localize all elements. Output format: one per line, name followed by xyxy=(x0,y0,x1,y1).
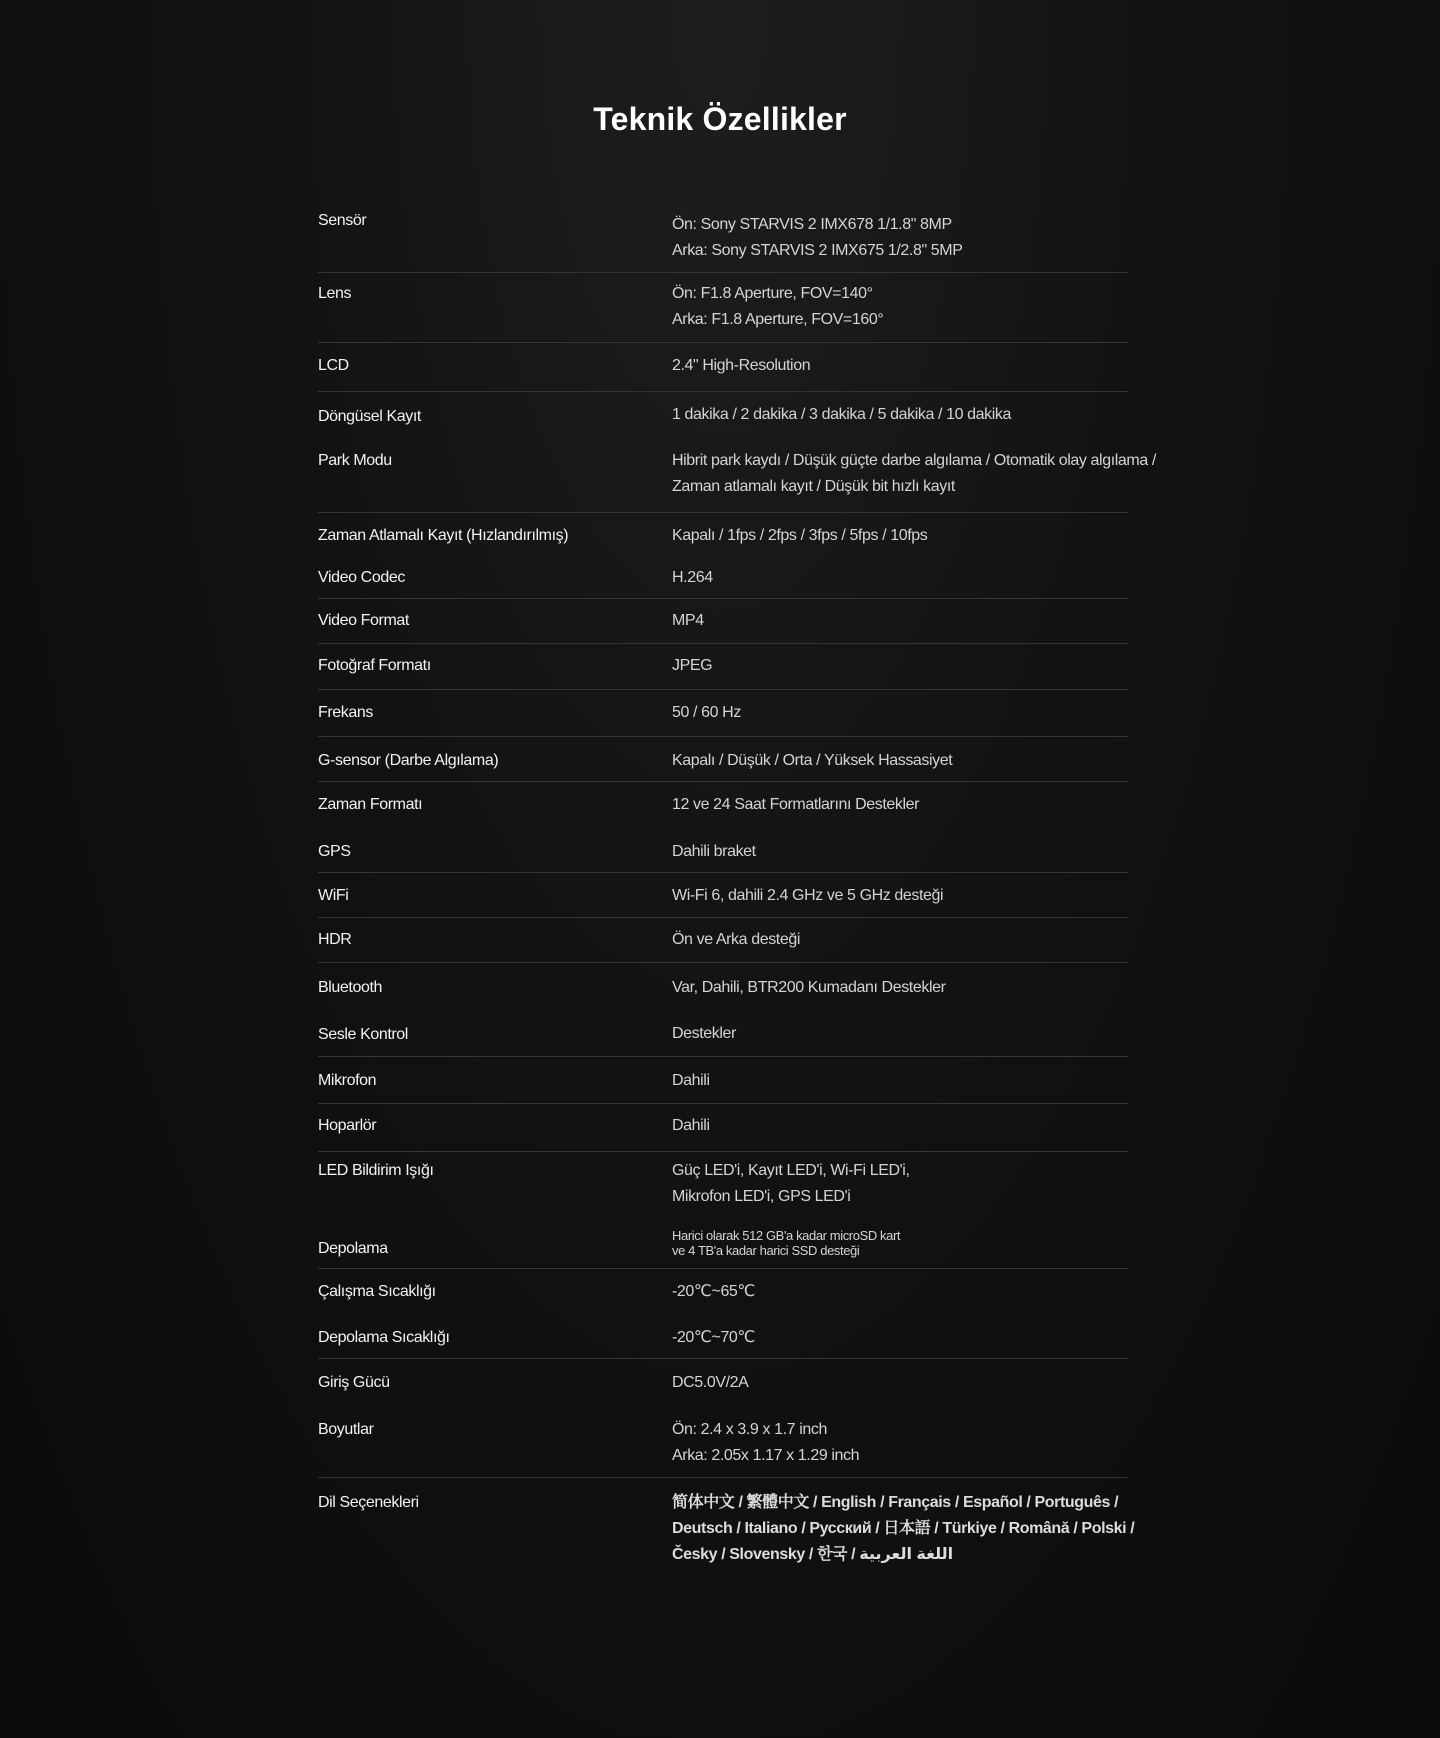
spec-value: 12 ve 24 Saat Formatlarını Destekler xyxy=(672,796,920,813)
spec-value: Kapalı / Düşük / Orta / Yüksek Hassasiyet xyxy=(672,752,953,769)
spec-value: Kapalı / 1fps / 2fps / 3fps / 5fps / 10fps xyxy=(672,527,928,544)
spec-value: Destekler xyxy=(672,1025,736,1042)
spec-row-time-format xyxy=(318,782,1128,827)
spec-row-storage xyxy=(318,1222,1128,1269)
spec-value: Ön ve Arka desteği xyxy=(672,931,800,948)
spec-label: Sensör xyxy=(318,212,367,229)
spec-label: HDR xyxy=(318,931,352,948)
spec-row-park-mode xyxy=(318,440,1156,513)
spec-value: -20℃~65℃ xyxy=(672,1283,756,1300)
spec-label: Fotoğraf Formatı xyxy=(318,657,431,674)
spec-value: 1 dakika / 2 dakika / 3 dakika / 5 dakika / 10 dakika xyxy=(672,406,1012,423)
spec-value: Güç LED'i, Kayıt LED'i, Wi-Fi LED'i, Mikrofon LED'i, GPS LED'i xyxy=(672,1162,910,1205)
spec-label: GPS xyxy=(318,843,351,860)
spec-value: Var, Dahili, BTR200 Kumadanı Destekler xyxy=(672,979,946,996)
spec-value: JPEG xyxy=(672,657,713,674)
spec-value: 2.4" High-Resolution xyxy=(672,357,811,374)
spec-row-voice-control xyxy=(318,1011,1128,1057)
spec-label: Giriş Gücü xyxy=(318,1374,390,1391)
spec-row-gps xyxy=(318,827,1128,873)
spec-row-dimensions xyxy=(318,1405,1128,1478)
spec-row-photo-format xyxy=(318,644,1128,690)
spec-row-speaker xyxy=(318,1104,1128,1152)
spec-label: Zaman Formatı xyxy=(318,796,423,813)
spec-label: Frekans xyxy=(318,704,373,721)
spec-label: Lens xyxy=(318,285,352,302)
spec-label: LCD xyxy=(318,357,349,374)
spec-value: DC5.0V/2A xyxy=(672,1374,749,1391)
spec-row-input-power xyxy=(318,1359,1128,1405)
spec-label: Bluetooth xyxy=(318,979,383,996)
page-title: Teknik Özellikler xyxy=(593,101,847,137)
spec-row-timelapse xyxy=(318,513,1128,557)
spec-row-frequency xyxy=(318,690,1128,737)
spec-row-bluetooth xyxy=(318,963,1128,1011)
spec-label: Depolama xyxy=(318,1240,388,1257)
spec-label: Park Modu xyxy=(318,452,392,469)
spec-row-microphone xyxy=(318,1057,1128,1104)
spec-label: Video Format xyxy=(318,612,409,629)
spec-label: LED Bildirim Işığı xyxy=(318,1162,434,1179)
spec-label: Hoparlör xyxy=(318,1117,377,1134)
spec-row-video-codec xyxy=(318,557,1128,599)
spec-row-loop-recording xyxy=(318,392,1128,440)
spec-value: -20℃~70℃ xyxy=(672,1329,756,1346)
spec-label: Sesle Kontrol xyxy=(318,1026,408,1043)
spec-value: MP4 xyxy=(672,612,704,629)
spec-value: H.264 xyxy=(672,569,713,586)
spec-row-storage-temp xyxy=(318,1316,1128,1359)
spec-label: Boyutlar xyxy=(318,1421,374,1438)
spec-value: Hibrit park kaydı / Düşük güçte darbe algılama / Otomatik olay algılama / Zaman atlamalı kayıt / Düşük bit hızlı kayıt xyxy=(672,452,1156,495)
spec-value: Dahili xyxy=(672,1072,710,1089)
spec-value: Wi-Fi 6, dahili 2.4 GHz ve 5 GHz desteği xyxy=(672,887,944,904)
spec-row-languages xyxy=(318,1478,1135,1578)
spec-label: Depolama Sıcaklığı xyxy=(318,1329,450,1346)
spec-label: WiFi xyxy=(318,887,349,904)
spec-value: 简体中文 / 繁體中文 / English / Français / Español / Português / Deutsch / Italiano / Русский / 日本語 / Türkiye / Română / Polski / Česky / Slovensky / 한국 / اللغة العربية xyxy=(672,1494,1135,1563)
spec-row-operating-temp xyxy=(318,1269,1128,1316)
spec-row-lcd xyxy=(318,343,1128,392)
spec-row-video-format xyxy=(318,599,1128,644)
spec-value: Ön: F1.8 Aperture, FOV=140° Arka: F1.8 Aperture, FOV=160° xyxy=(672,285,884,328)
spec-label: Mikrofon xyxy=(318,1072,377,1089)
spec-value: Harici olarak 512 GB'a kadar microSD kart ve 4 TB'a kadar harici SSD desteği xyxy=(672,1228,901,1258)
spec-value: Ön: Sony STARVIS 2 IMX678 1/1.8" 8MP Arka: Sony STARVIS 2 IMX675 1/2.8" 5MP xyxy=(672,216,963,259)
spec-table xyxy=(318,200,1156,1578)
spec-value: Dahili xyxy=(672,1117,710,1134)
spec-label: G-sensor (Darbe Algılama) xyxy=(318,752,499,769)
spec-row-led xyxy=(318,1152,1128,1222)
spec-label: Çalışma Sıcaklığı xyxy=(318,1283,436,1300)
spec-label: Zaman Atlamalı Kayıt (Hızlandırılmış) xyxy=(318,527,569,544)
spec-row-lens xyxy=(318,273,1128,343)
spec-label: Döngüsel Kayıt xyxy=(318,408,421,425)
spec-value: Dahili braket xyxy=(672,843,756,860)
spec-row-hdr xyxy=(318,918,1128,963)
spec-value: Ön: 2.4 x 3.9 x 1.7 inch Arka: 2.05x 1.17 x 1.29 inch xyxy=(672,1421,860,1464)
spec-row-wifi xyxy=(318,873,1128,918)
spec-label: Video Codec xyxy=(318,569,405,586)
spec-row-sensor xyxy=(318,200,1128,273)
spec-row-g-sensor xyxy=(318,737,1128,782)
spec-value: 50 / 60 Hz xyxy=(672,704,741,721)
spec-label: Dil Seçenekleri xyxy=(318,1494,419,1511)
